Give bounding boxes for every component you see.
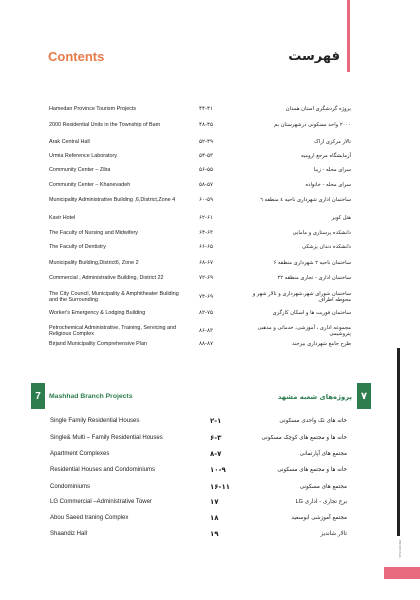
branch-project-row bbox=[50, 498, 347, 506]
branch-project-page: ۱۷ bbox=[210, 498, 219, 506]
toc-title-en: The Faculty of Dentistry bbox=[49, 244, 106, 250]
branch-project-row bbox=[50, 450, 347, 458]
toc-row bbox=[49, 167, 351, 173]
toc-row bbox=[49, 139, 351, 145]
toc-title-en: 2000 Residential Units in the Township of Bam bbox=[49, 122, 161, 128]
toc-row bbox=[49, 275, 351, 281]
toc-title-en: Arak Central Hall bbox=[49, 139, 90, 145]
branch-project-row bbox=[50, 434, 347, 442]
branch-project-fa: خانه ها و مجتمع های مسکونی bbox=[277, 467, 347, 473]
branch-project-fa: تالار شاندیز bbox=[320, 531, 347, 537]
page-title-fa: فهرست bbox=[288, 49, 340, 64]
toc-page-range: ۴۸-۴۵ bbox=[199, 122, 214, 128]
side-accent-bar bbox=[397, 348, 400, 536]
toc-page-range: ۶۴-۶۳ bbox=[199, 230, 214, 236]
toc-row bbox=[49, 325, 351, 337]
toc-title-fa: ساختمان ناحیه ۲ شهرداری منطقه ۶ bbox=[273, 260, 351, 266]
toc-title-fa: هتل کویر bbox=[331, 215, 351, 221]
toc-row bbox=[49, 182, 351, 188]
toc-title-en: Municipality Building,District6, Zone 2 bbox=[49, 260, 139, 266]
toc-title-en: Worker's Emergency & Lodging Building bbox=[49, 310, 146, 316]
toc-row bbox=[49, 197, 351, 203]
toc-page-range: ۵۶-۵۵ bbox=[199, 167, 214, 173]
page-title-en: Contents bbox=[48, 49, 105, 64]
branch-project-row bbox=[50, 483, 347, 491]
toc-title-fa: ساختمان اداری - تجاری منطقه ۲۲ bbox=[277, 275, 351, 281]
toc-row bbox=[49, 215, 351, 221]
toc-title-fa: ساختمان شورای شهر،شهرداری و تالار شهر و محوطه اطراف bbox=[252, 291, 351, 304]
toc-page-range: ۶۶-۶۵ bbox=[199, 244, 214, 250]
chapter-number-badge-fa: ۷ bbox=[357, 383, 371, 409]
branch-project-fa: مجتمع های آپارتمانی bbox=[299, 451, 347, 457]
toc-page-range: ۷۲-۶۹ bbox=[199, 275, 214, 281]
branch-project-fa: برج تجاری - اداری LG bbox=[295, 499, 347, 505]
toc-title-en: The Faculty of Nursing and Midwifery bbox=[49, 230, 138, 236]
branch-project-page: ۱۶-۱۱ bbox=[210, 483, 230, 491]
branch-project-en: Residential Houses and Condominiums bbox=[50, 467, 156, 473]
toc-title-en: The City Council, Municipality & Amphitheater Building and the Surrounding bbox=[49, 291, 179, 304]
branch-project-fa: خانه ها و مجتمع های کوچک مسکونی bbox=[261, 435, 347, 441]
toc-row bbox=[49, 310, 351, 316]
branch-project-en: Single& Multi – Family Residential Houses bbox=[50, 435, 163, 441]
toc-page-range: ۵۴-۵۳ bbox=[199, 153, 214, 159]
toc-page-range: ۸۶-۸۳ bbox=[199, 328, 214, 335]
toc-title-fa: سرای محله - زیبا bbox=[313, 167, 351, 173]
toc-title-fa: ۲۰۰۰ واحد مسکونی درشهرستان بم bbox=[274, 122, 351, 128]
branch-project-en: LG Commercial –Administrative Tower bbox=[50, 499, 152, 505]
branch-section-header bbox=[31, 383, 371, 409]
branch-project-row bbox=[50, 466, 347, 474]
toc-row bbox=[49, 122, 351, 128]
toc-row bbox=[49, 260, 351, 266]
toc-title-en: Commercial , Administrative Building, District 22 bbox=[49, 275, 164, 281]
toc-page-range: ۴۴-۴۱ bbox=[199, 106, 214, 112]
branch-title-en: Mashhad Branch Projects bbox=[49, 393, 133, 400]
branch-project-page: ۱۰-۹ bbox=[210, 466, 226, 474]
toc-row bbox=[49, 341, 351, 347]
side-caption: PROPOSAL bbox=[398, 540, 402, 559]
toc-page-range: ۸۲-۷۵ bbox=[199, 310, 214, 316]
toc-title-fa: مجموعه اداری ، آموزشی، خدماتی و مذهبی پتروشیمی bbox=[257, 325, 351, 338]
toc-row bbox=[49, 153, 351, 159]
branch-title-fa: پروژه‌های شعبه مشهد bbox=[277, 393, 352, 401]
branch-project-row bbox=[50, 514, 347, 522]
branch-project-en: Single Family Residential Houses bbox=[50, 418, 140, 424]
branch-project-row bbox=[50, 417, 347, 425]
toc-page-range: ۶۰-۵۹ bbox=[199, 197, 214, 203]
toc-row bbox=[49, 244, 351, 250]
branch-project-en: Apartment Complexes bbox=[50, 451, 110, 457]
toc-page-range: ۵۲-۴۹ bbox=[199, 139, 214, 145]
toc-page-range: ۶۸-۶۷ bbox=[199, 260, 214, 266]
branch-project-page: ۸-۷ bbox=[210, 450, 222, 458]
toc-title-fa: طرح جامع شهرداری بیرجند bbox=[292, 341, 351, 347]
branch-project-fa: مجتمع های مسکونی bbox=[299, 484, 347, 490]
branch-project-en: Abou Saeed traning Complex bbox=[50, 515, 129, 521]
toc-page-range: ۵۸-۵۷ bbox=[199, 182, 214, 188]
branch-project-page: ۶-۳ bbox=[210, 434, 222, 442]
toc-page-range: ۸۸-۸۷ bbox=[199, 341, 214, 347]
toc-title-fa: دانشکده پرستاری و مامایی bbox=[292, 230, 351, 236]
branch-project-fa: مجتمع آموزشی ابوسعید bbox=[291, 515, 347, 521]
toc-title-en: Community Center – Ziba bbox=[49, 167, 111, 173]
toc-page-range: ۶۲-۶۱ bbox=[199, 215, 214, 221]
toc-title-en: Petrochemical Administrative, Training, Servicing and Religious Complex bbox=[49, 325, 177, 338]
branch-project-fa: خانه های تک واحدی مسکونی bbox=[279, 418, 347, 424]
toc-row bbox=[49, 106, 351, 112]
toc-title-fa: آزمایشگاه مرجع ارومیه bbox=[300, 153, 351, 159]
chapter-number-badge: 7 bbox=[31, 383, 45, 409]
toc-title-en: Birjand Municipality Comprehensive Plan bbox=[49, 341, 147, 347]
branch-project-en: Condominiums bbox=[50, 484, 91, 490]
toc-title-fa: پروژه گردشگری استان همدان bbox=[285, 106, 351, 112]
toc-title-fa: سرای محله - خانواده bbox=[305, 182, 351, 188]
toc-title-fa: ساختمان فوریت ها و اسکان کارگری bbox=[272, 310, 351, 316]
toc-row bbox=[49, 291, 351, 303]
toc-title-en: Municipality Administrative Building ,6,District,Zone 4 bbox=[49, 197, 176, 203]
branch-project-page: ۱۹ bbox=[210, 530, 219, 538]
toc-title-en: Urmia Reference Laboratory bbox=[49, 153, 118, 159]
toc-title-en: Kavir Hotel bbox=[49, 215, 76, 221]
toc-row bbox=[49, 230, 351, 236]
bottom-accent-block bbox=[384, 567, 420, 579]
top-accent-rule bbox=[347, 0, 350, 72]
branch-project-page: ۱۸ bbox=[210, 514, 219, 522]
toc-page-range: ۷۴-۶۹ bbox=[199, 294, 214, 301]
toc-title-en: Community Center – Khanevadeh bbox=[49, 182, 131, 188]
branch-project-row bbox=[50, 530, 347, 538]
branch-project-page: ۲-۱ bbox=[210, 417, 222, 425]
branch-project-en: Shaandiz Hall bbox=[50, 531, 88, 537]
toc-title-fa: دانشکده دندان پزشکی bbox=[302, 244, 351, 250]
toc-title-fa: ساختمان اداری شهرداری ناحیه ٤ منطقه ٦ bbox=[260, 197, 351, 203]
toc-title-en: Hamedan Province Tourism Projects bbox=[49, 106, 137, 112]
toc-title-fa: تالار مرکزی اراک bbox=[314, 139, 351, 145]
